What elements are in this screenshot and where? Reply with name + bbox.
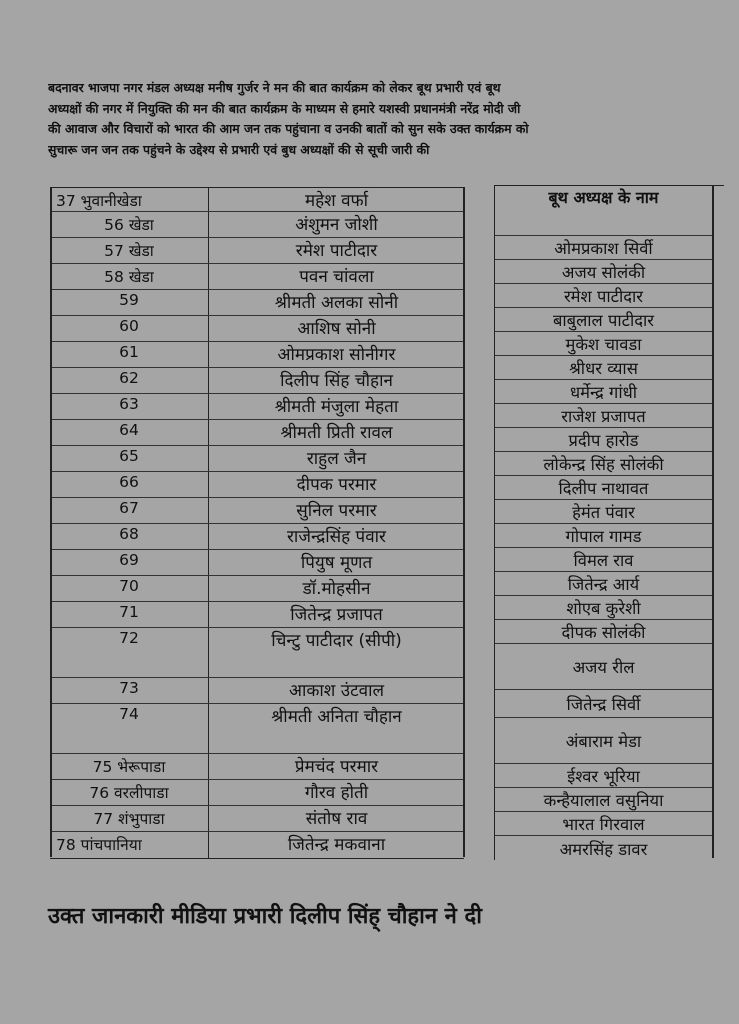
table-row	[50, 832, 464, 858]
booth-president-name: बाबुलाल पाटीदार	[494, 308, 712, 332]
incharge-name: आशिष सोनी	[208, 316, 464, 341]
booth-president-name: ओमप्रकाश सिर्वी	[494, 236, 712, 260]
booth-president-name: लोकेन्द्र सिंह सोलंकी	[494, 452, 712, 476]
intro-paragraph	[48, 78, 678, 160]
booth-number: 69	[119, 551, 139, 569]
booth-president-name: जितेन्द्र सिर्वी	[494, 690, 712, 718]
booth-president-name: श्रीधर व्यास	[494, 356, 712, 380]
table-left-border	[50, 187, 52, 857]
booth-number: 74	[119, 705, 139, 723]
table-row	[50, 342, 464, 368]
booth-president-name: शोएब कुरेशी	[494, 596, 712, 620]
table-row	[50, 212, 464, 238]
booth-president-name: दीपक सोलंकी	[494, 620, 712, 644]
booth-number: 56 खेडा	[104, 216, 154, 234]
booth-president-name: ईश्वर भूरिया	[494, 764, 712, 788]
incharge-name: संतोष राव	[208, 806, 464, 831]
table-right-border	[463, 187, 465, 857]
booth-president-name: अजय रील	[494, 644, 712, 690]
intro-line: की आवाज और विचारों को भारत की आम जन तक पहुंचाना व उनकी बातों को सुन सके उक्त कार्यक्रम को	[48, 121, 529, 136]
booth-president-table	[494, 185, 724, 860]
intro-line: सुचारू जन जन तक पहुंचने के उद्देश्य से प्रभारी एवं बुध अध्यक्षों की से सूची जारी की	[48, 141, 430, 157]
table-row	[50, 472, 464, 498]
footer-note: उक्त जानकारी मीडिया प्रभारी दिलीप सिंह् चौहान ने दी	[48, 904, 482, 929]
table-row	[50, 602, 464, 628]
table-row	[50, 524, 464, 550]
table-row	[50, 368, 464, 394]
booth-number: 58 खेडा	[104, 268, 154, 286]
incharge-name: पियुष मूणत	[208, 550, 464, 575]
table-row	[50, 754, 464, 780]
table-row	[50, 576, 464, 602]
table-row	[50, 446, 464, 472]
booth-number: 63	[119, 395, 139, 413]
incharge-name: आकाश उंटवाल	[208, 678, 464, 703]
booth-president-name: राजेश प्रजापत	[494, 404, 712, 428]
table-row	[50, 806, 464, 832]
booth-president-name: मुकेश चावडा	[494, 332, 712, 356]
incharge-name: डॉ.मोहसीन	[208, 576, 464, 601]
table-row	[50, 290, 464, 316]
table-row	[50, 628, 464, 678]
booth-incharge-table	[50, 187, 464, 859]
right-table-border	[712, 185, 714, 858]
table-row	[50, 498, 464, 524]
booth-number: 67	[119, 499, 139, 517]
incharge-name: जितेन्द्र मकवाना	[208, 832, 464, 858]
booth-president-header: बूथ अध्यक्ष के नाम	[494, 186, 712, 236]
booth-number: 37 भुवानीखेडा	[56, 192, 142, 210]
booth-number: 76 वरलीपाडा	[89, 784, 169, 802]
booth-number: 73	[119, 679, 139, 697]
booth-president-name: अजय सोलंकी	[494, 260, 712, 284]
incharge-name: पवन चांवला	[208, 264, 464, 289]
booth-number: 68	[119, 525, 139, 543]
booth-president-name: कन्हैयालाल वसुनिया	[494, 788, 712, 812]
incharge-name: श्रीमती अनिता चौहान	[208, 704, 464, 753]
booth-number: 59	[119, 291, 139, 309]
booth-president-name: हेमंत पंवार	[494, 500, 712, 524]
table-row	[50, 550, 464, 576]
incharge-name: दीपक परमार	[208, 472, 464, 497]
incharge-name: अंशुमन जोशी	[208, 212, 464, 237]
booth-number: 60	[119, 317, 139, 335]
booth-number: 72	[119, 629, 139, 647]
booth-president-name: विमल राव	[494, 548, 712, 572]
booth-number: 57 खेडा	[104, 242, 154, 260]
table-row	[50, 420, 464, 446]
booth-number: 70	[119, 577, 139, 595]
booth-president-name: प्रदीप हारोड	[494, 428, 712, 452]
booth-president-name: रमेश पाटीदार	[494, 284, 712, 308]
booth-number: 66	[119, 473, 139, 491]
incharge-name: ओमप्रकाश सोनीगर	[208, 342, 464, 367]
incharge-name: गौरव होती	[208, 780, 464, 805]
incharge-name: दिलीप सिंह चौहान	[208, 368, 464, 393]
incharge-name: चिन्टु पाटीदार (सीपी)	[208, 628, 464, 677]
incharge-name: श्रीमती अलका सोनी	[208, 290, 464, 315]
booth-president-name: दिलीप नाथावत	[494, 476, 712, 500]
incharge-name: महेश वर्फा	[208, 188, 464, 211]
intro-line: बदनावर भाजपा नगर मंडल अध्यक्ष मनीष गुर्जर ने मन की बात कार्यक्रम को लेकर बूथ प्रभारी एवं बूथ	[48, 80, 501, 95]
booth-president-name: भारत गिरवाल	[494, 812, 712, 836]
booth-number: 78 पांचपानिया	[56, 836, 142, 854]
table-row	[50, 238, 464, 264]
incharge-name: सुनिल परमार	[208, 498, 464, 523]
booth-number: 65	[119, 447, 139, 465]
booth-number: 61	[119, 343, 139, 361]
booth-number: 71	[119, 603, 139, 621]
incharge-name: राजेन्द्रसिंह पंवार	[208, 524, 464, 549]
booth-number: 64	[119, 421, 139, 439]
incharge-name: जितेन्द्र प्रजापत	[208, 602, 464, 627]
intro-line: अध्यक्षों की नगर में नियुक्ति की मन की बात कार्यक्रम के माध्यम से हमारे यशस्वी प्रधानमंत्री नरेंद्र मोदी जी	[48, 100, 521, 116]
table-row	[50, 316, 464, 342]
incharge-name: राहुल जैन	[208, 446, 464, 471]
incharge-name: रमेश पाटीदार	[208, 238, 464, 263]
booth-president-name: धर्मेन्द्र गांधी	[494, 380, 712, 404]
booth-president-name: अमरसिंह डावर	[494, 836, 712, 860]
incharge-name: प्रेमचंद परमार	[208, 754, 464, 779]
incharge-name: श्रीमती मंजुला मेहता	[208, 394, 464, 419]
incharge-name: श्रीमती प्रिती रावल	[208, 420, 464, 445]
booth-president-name: जितेन्द्र आर्य	[494, 572, 712, 596]
table-row	[50, 780, 464, 806]
booth-president-name: अंबाराम मेडा	[494, 718, 712, 764]
booth-president-name: गोपाल गामड	[494, 524, 712, 548]
table-row	[50, 678, 464, 704]
booth-number: 75 भेरूपाडा	[92, 758, 166, 776]
table-row	[50, 188, 464, 212]
booth-number: 62	[119, 369, 139, 387]
table-row	[50, 394, 464, 420]
booth-number: 77 शंभुपाडा	[93, 810, 165, 828]
table-row	[50, 264, 464, 290]
table-row	[50, 704, 464, 754]
